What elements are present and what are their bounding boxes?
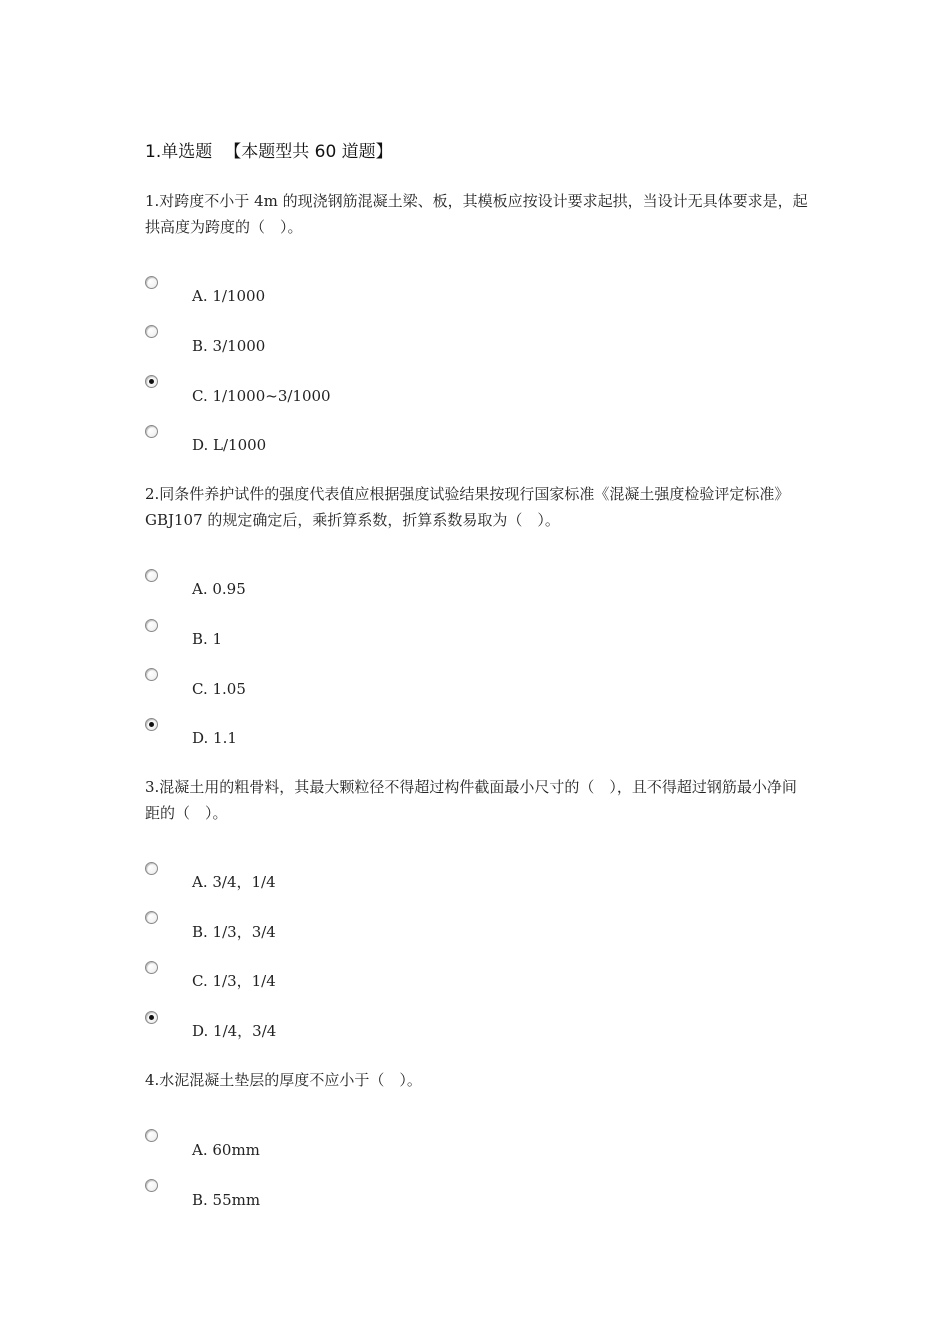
q4-option-b-radio[interactable] [145,1179,158,1192]
question-4-text: 4.水泥混凝土垫层的厚度不应小于（ ）。 [145,1071,422,1089]
q1-option-b-radio[interactable] [145,325,158,338]
q3-option-a-radio[interactable] [145,862,158,875]
q1-option-b-label: B. 3/1000 [192,337,266,355]
q1-option-c-radio[interactable] [145,375,158,388]
q2-option-c-radio[interactable] [145,668,158,681]
q1-option-a-label: A. 1/1000 [192,287,266,305]
question-count: 【本题型共 60 道题】 [224,142,393,162]
q2-option-b-label: B. 1 [192,630,223,648]
question-3-text: 3.混凝土用的粗骨料，其最大颗粒径不得超过构件截面最小尺寸的（ ），且不得超过钢筋最小净间距的（ ）。 [145,778,797,822]
q2-option-a-label: A. 0.95 [192,580,246,598]
q2-option-c-label: C. 1.05 [192,680,246,698]
q3-option-d-label: D. 1/4，3/4 [192,1022,277,1040]
q2-option-a-radio[interactable] [145,569,158,582]
q3-option-c-label: C. 1/3，1/4 [192,972,276,990]
q3-option-a-label: A. 3/4，1/4 [192,873,276,891]
q4-option-a-label: A. 60mm [192,1141,260,1159]
q3-option-c-radio[interactable] [145,961,158,974]
q1-option-d-radio[interactable] [145,425,158,438]
q3-option-b-radio[interactable] [145,911,158,924]
section-title [145,137,393,162]
q1-option-c-label: C. 1/1000~3/1000 [192,387,331,405]
q3-option-b-label: B. 1/3，3/4 [192,923,276,941]
question-1-text: 1.对跨度不小于 4m 的现浇钢筋混凝土梁、板，其模板应按设计要求起拱，当设计无具体要求是，起拱高度为跨度的（ ）。 [145,192,808,236]
q2-option-d-label: D. 1.1 [192,729,237,747]
q1-option-d-label: D. L/1000 [192,436,267,454]
q2-option-b-radio[interactable] [145,619,158,632]
question-2-text: 2.同条件养护试件的强度代表值应根据强度试验结果按现行国家标准《混凝土强度检验评定标准》GBJ107 的规定确定后，乘折算系数，折算系数易取为（ ）。 [145,485,790,529]
q4-option-a-radio[interactable] [145,1129,158,1142]
q3-option-d-radio[interactable] [145,1011,158,1024]
q2-option-d-radio[interactable] [145,718,158,731]
q1-option-a-radio[interactable] [145,276,158,289]
q4-option-b-label: B. 55mm [192,1191,261,1209]
section-title-text: 1.单选题 [145,142,213,162]
